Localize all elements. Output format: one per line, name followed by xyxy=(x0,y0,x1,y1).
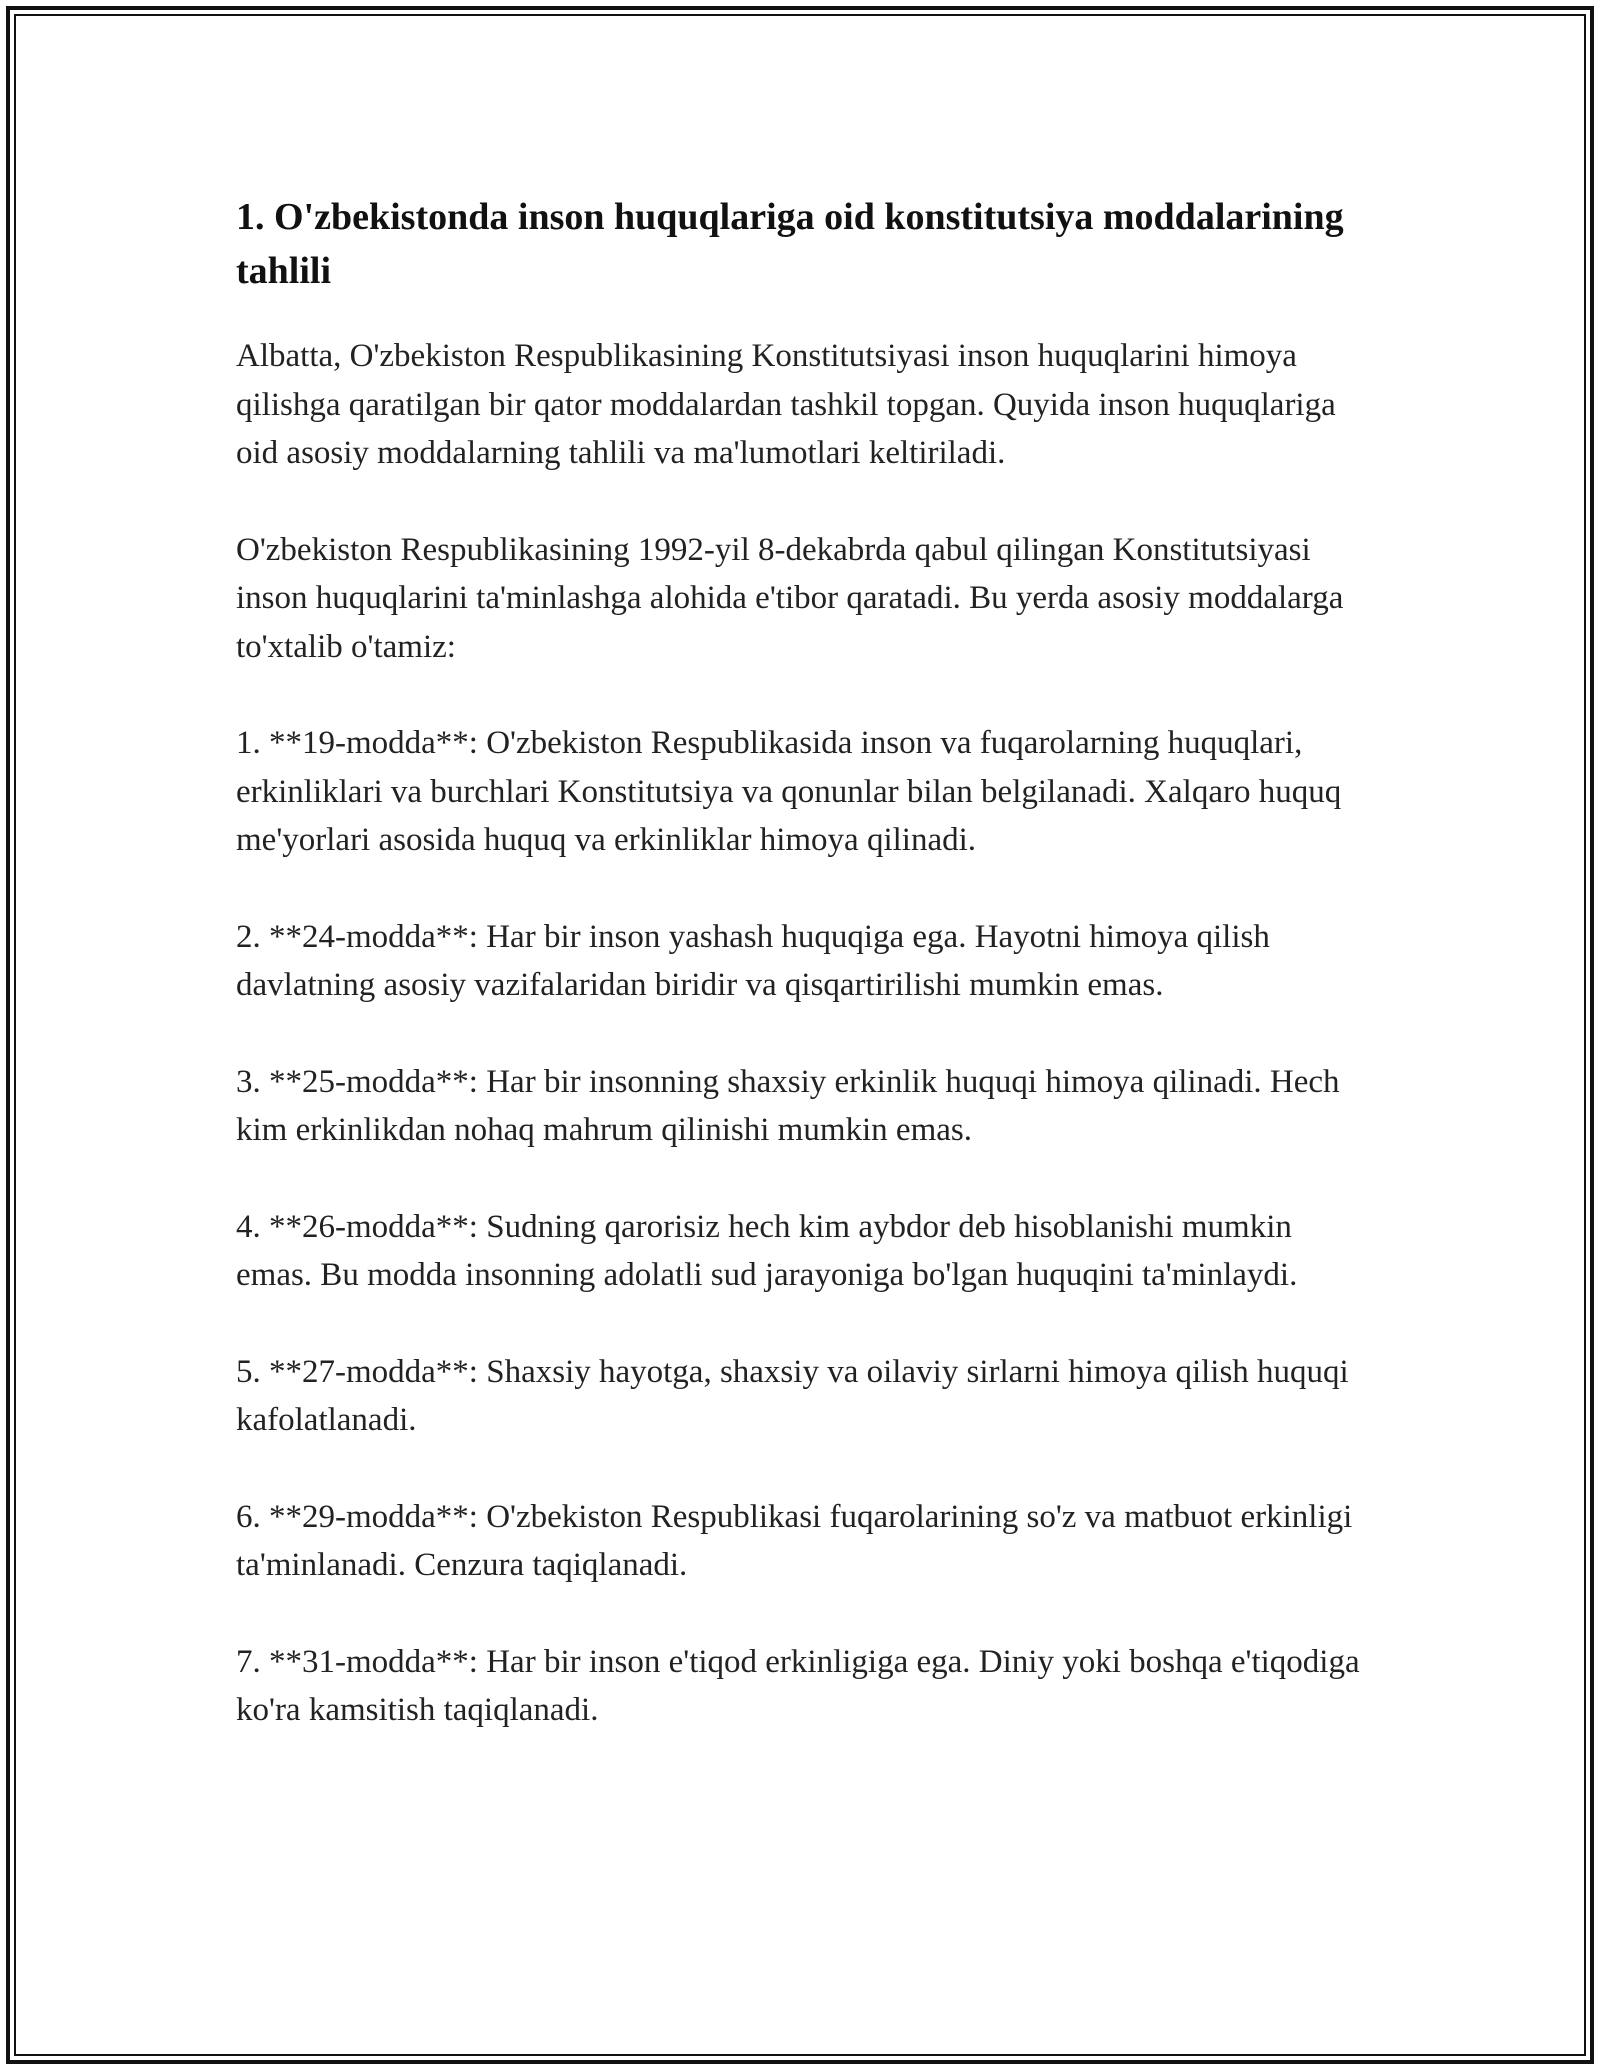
intro-paragraph: Albatta, O'zbekiston Respublikasining Konstitutsiyasi inson huquqlarini himoya qilishga qaratilgan bir qator moddalardan tashkil topgan. Quyida inson huquqlariga oid asosiy moddalarning tahlili va ma'lumotlari keltiriladi. xyxy=(236,338,1336,471)
article-item: 4. **26-modda**: Sudning qarorisiz hech kim aybdor deb hisoblanishi mumkin emas. Bu modda insonning adolatli sud jarayoniga bo'lgan huquqini ta'minlaydi. xyxy=(236,1208,1298,1293)
section-heading: 1. O'zbekistonda inson huquqlariga oid konstitutsiya moddalarining tahlili xyxy=(236,196,1344,292)
article-item: 6. **29-modda**: O'zbekiston Respublikasi fuqarolarining so'z va matbuot erkinligi ta'minlanadi. Cenzura taqiqlanadi. xyxy=(236,1498,1353,1583)
article-item: 7. **31-modda**: Har bir inson e'tiqod erkinligiga ega. Diniy yoki boshqa e'tiqodiga ko'ra kamsitish taqiqlanadi. xyxy=(236,1643,1360,1728)
article-item: 1. **19-modda**: O'zbekiston Respublikasida inson va fuqarolarning huquqlari, erkinliklari va burchlari Konstitutsiya va qonunlar bilan belgilanadi. Xalqaro huquq me'yorlari asosida huquq va erkinliklar himoya qilinadi. xyxy=(236,725,1342,858)
context-paragraph: O'zbekiston Respublikasining 1992-yil 8-dekabrda qabul qilingan Konstitutsiyasi inson huquqlarini ta'minlashga alohida e'tibor qaratadi. Bu yerda asosiy moddalarga to'xtalib o'tamiz: xyxy=(236,531,1344,665)
article-item: 3. **25-modda**: Har bir insonning shaxsiy erkinlik huquqi himoya qilinadi. Hech kim erkinlikdan nohaq mahrum qilinishi mumkin emas. xyxy=(236,1063,1340,1148)
article-item: 5. **27-modda**: Shaxsiy hayotga, shaxsiy va oilaviy sirlarni himoya qilish huquqi kafolatlanadi. xyxy=(236,1353,1349,1438)
document-body xyxy=(236,190,1376,1783)
article-item: 2. **24-modda**: Har bir inson yashash huquqiga ega. Hayotni himoya qilish davlatning asosiy vazifalaridan biridir va qisqartirilishi mumkin emas. xyxy=(236,918,1270,1003)
